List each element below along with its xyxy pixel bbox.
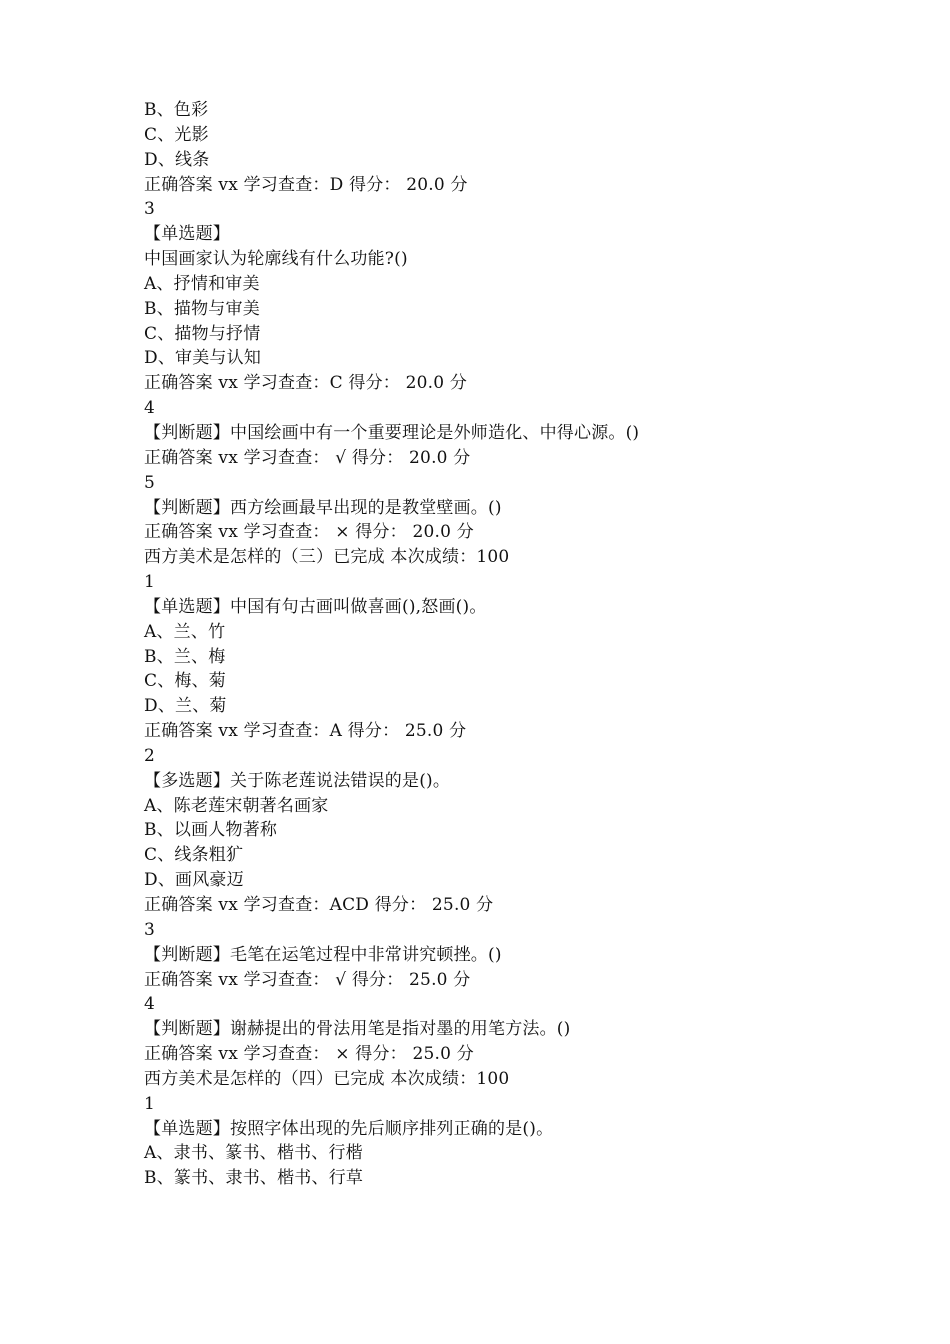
option-b: B、描物与审美 <box>144 298 260 319</box>
question-number: 3 <box>144 199 156 220</box>
question-text: 【判断题】西方绘画最早出现的是教堂壁画。() <box>144 497 502 518</box>
document-body <box>144 98 864 1191</box>
option-d: D、画风豪迈 <box>144 870 244 891</box>
answer-line: 正确答案 vx 学习查查：D 得分： 20.0 分 <box>144 174 468 195</box>
question-number: 1 <box>144 572 156 593</box>
question-number: 3 <box>144 919 156 940</box>
question-text: 【单选题】中国有句古画叫做喜画(),怒画()。 <box>144 596 487 617</box>
option-b: B、篆书、隶书、楷书、行草 <box>144 1168 364 1189</box>
question-number: 4 <box>144 398 156 419</box>
option-a: A、抒情和审美 <box>144 273 260 294</box>
option-d: D、兰、菊 <box>144 696 227 717</box>
answer-line: 正确答案 vx 学习查查： × 得分： 25.0 分 <box>144 1044 474 1065</box>
question-text: 【判断题】中国绘画中有一个重要理论是外师造化、中得心源。() <box>144 422 640 443</box>
option-c: C、线条粗犷 <box>144 845 244 866</box>
option-b: B、兰、梅 <box>144 646 226 667</box>
answer-line: 正确答案 vx 学习查查： × 得分： 20.0 分 <box>144 522 474 543</box>
option-d: D、审美与认知 <box>144 348 262 369</box>
question-text: 中国画家认为轮廓线有什么功能?() <box>144 249 408 270</box>
section-heading: 西方美术是怎样的（三）已完成 本次成绩：100 <box>144 547 510 568</box>
answer-line: 正确答案 vx 学习查查：C 得分： 20.0 分 <box>144 373 468 394</box>
question-number: 5 <box>144 472 156 493</box>
question-text: 【单选题】按照字体出现的先后顺序排列正确的是()。 <box>144 1118 554 1139</box>
answer-line: 正确答案 vx 学习查查：A 得分： 25.0 分 <box>144 721 467 742</box>
option-c: C、梅、菊 <box>144 671 227 692</box>
answer-line: 正确答案 vx 学习查查： √ 得分： 25.0 分 <box>144 969 471 990</box>
question-text: 【判断题】毛笔在运笔过程中非常讲究顿挫。() <box>144 944 502 965</box>
question-type: 【单选题】 <box>144 224 230 245</box>
option-a: A、隶书、篆书、楷书、行楷 <box>144 1143 363 1164</box>
question-text: 【多选题】关于陈老莲说法错误的是()。 <box>144 770 451 791</box>
answer-line: 正确答案 vx 学习查查： √ 得分： 20.0 分 <box>144 447 471 468</box>
option-b: B、以画人物著称 <box>144 820 278 841</box>
question-number: 2 <box>144 745 156 766</box>
section-heading: 西方美术是怎样的（四）已完成 本次成绩：100 <box>144 1068 510 1089</box>
option-c: C、描物与抒情 <box>144 323 261 344</box>
question-text: 【判断题】谢赫提出的骨法用笔是指对墨的用笔方法。() <box>144 1019 571 1040</box>
option-d: D、线条 <box>144 149 210 170</box>
option-a: A、陈老莲宋朝著名画家 <box>144 795 329 816</box>
option-a: A、兰、竹 <box>144 621 226 642</box>
option-b: B、色彩 <box>144 100 209 120</box>
question-number: 4 <box>144 994 156 1015</box>
question-number: 1 <box>144 1093 156 1114</box>
answer-line: 正确答案 vx 学习查查：ACD 得分： 25.0 分 <box>144 895 494 915</box>
option-c: C、光影 <box>144 124 209 145</box>
